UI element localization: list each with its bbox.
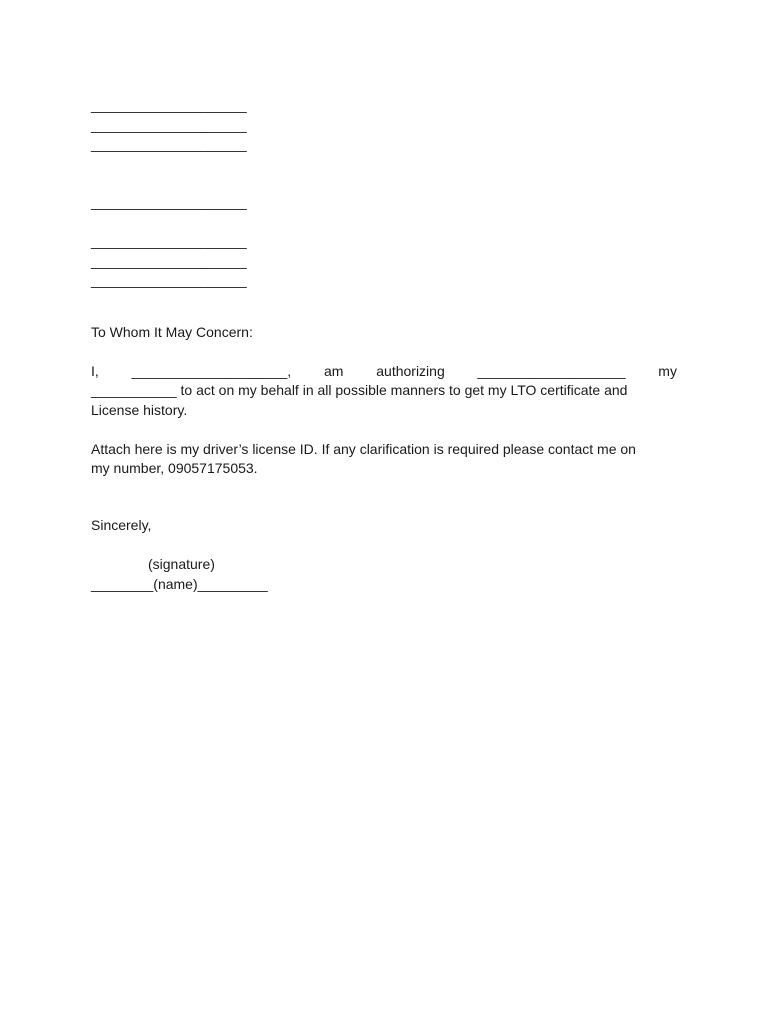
paragraph-2-line-2: my number, 09057175053. bbox=[91, 460, 258, 476]
blank-agent-name: ___________________ bbox=[477, 363, 626, 379]
word: authorizing bbox=[376, 363, 445, 379]
sender-line-1: ____________________ bbox=[91, 97, 247, 113]
name-line: ________(name)_________ bbox=[91, 576, 268, 592]
signature-label: (signature) bbox=[148, 556, 215, 572]
letter-page bbox=[91, 0, 677, 1024]
date-line: ____________________ bbox=[91, 194, 247, 210]
paragraph-1-line-1 bbox=[91, 362, 677, 382]
word: am bbox=[324, 363, 344, 379]
salutation: To Whom It May Concern: bbox=[91, 324, 253, 340]
recipient-line-2: ____________________ bbox=[91, 253, 247, 269]
word: my bbox=[658, 363, 677, 379]
sender-line-2: ____________________ bbox=[91, 117, 247, 133]
recipient-line-1: ____________________ bbox=[91, 233, 247, 249]
paragraph-1-line-3: License history. bbox=[91, 402, 188, 418]
paragraph-1-line-2: ___________ to act on my behalf in all possible manners to get my LTO certificate and bbox=[91, 382, 628, 398]
paragraph-2-line-1: Attach here is my driver’s license ID. If any clarification is required please contact me on bbox=[91, 441, 636, 457]
blank-principal-name: ____________________, bbox=[131, 363, 292, 379]
closing: Sincerely, bbox=[91, 517, 152, 533]
recipient-line-3: ____________________ bbox=[91, 272, 247, 288]
sender-line-3: ____________________ bbox=[91, 136, 247, 152]
word: I, bbox=[91, 363, 99, 379]
